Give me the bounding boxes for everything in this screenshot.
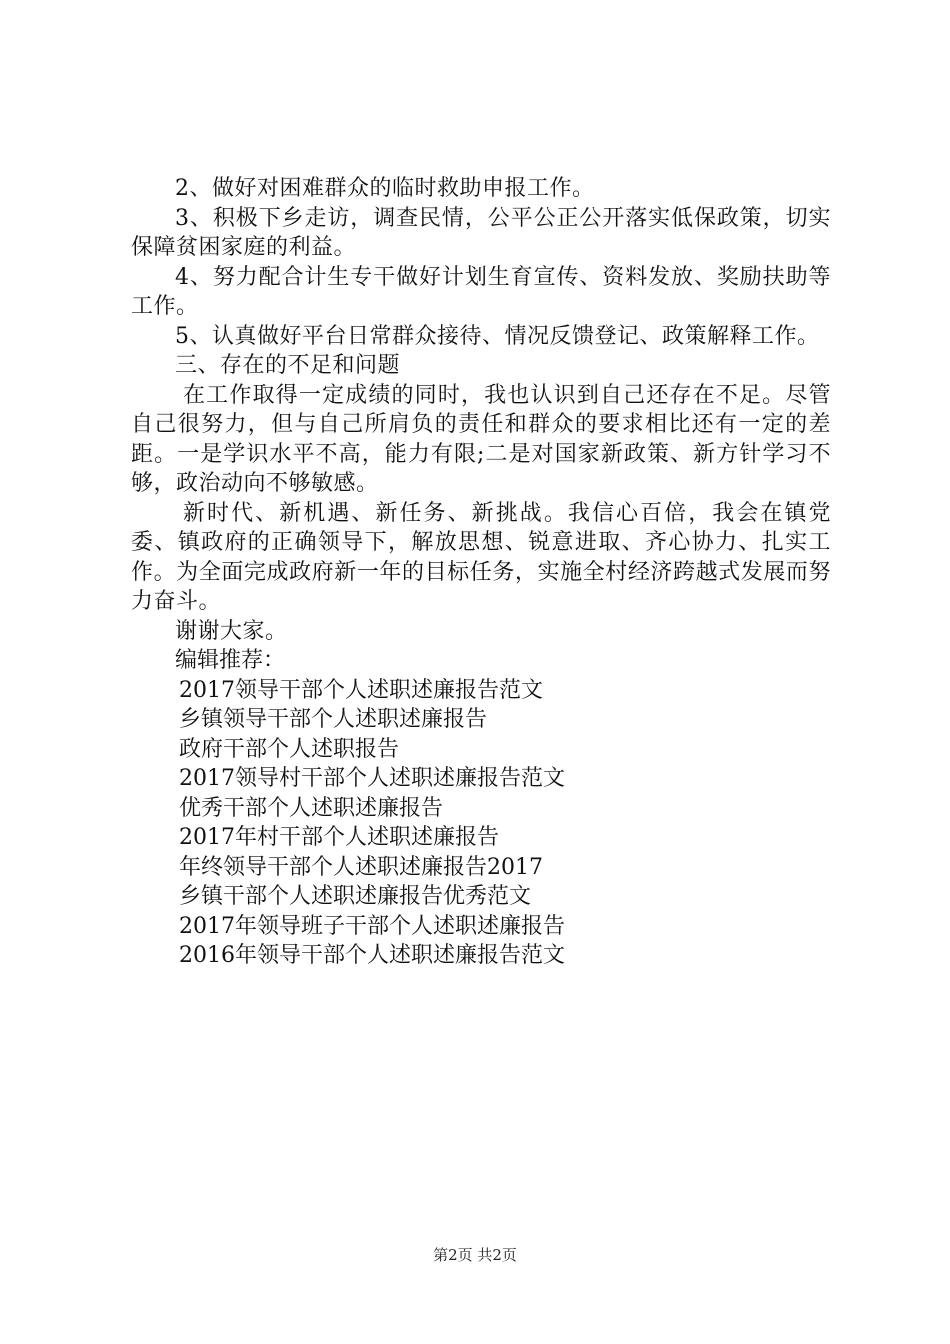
paragraph-shortcomings: 在工作取得一定成绩的同时，我也认识到自己还存在不足。尽管自己很努力，但与自己所肩负的责任和群众的要求相比还有一定的差距。一是学识水平不高，能力有限;二是对国家新政策、新方针学习不够，政治动向不够敏感。 [131,382,831,496]
paragraph-item-4: 4、努力配合计生专干做好计划生育宣传、资料发放、奖励扶助等工作。 [131,264,831,319]
paragraph-item-2: 2、做好对困难群众的临时救助申报工作。 [175,176,595,201]
document-body [131,174,831,971]
recommendation-link[interactable]: 2016年领导干部个人述职述廉报告范文 [179,943,565,968]
recommendation-link[interactable]: 优秀干部个人述职述廉报告 [179,795,444,821]
page-footer: 第2页 共2页 [433,1246,517,1264]
recommendation-link[interactable]: 2017领导干部个人述职述廉报告范文 [179,677,543,703]
recommendation-link[interactable]: 年终领导干部个人述职述廉报告2017 [179,854,543,880]
recommendation-link[interactable]: 乡镇领导干部个人述职述廉报告 [179,707,488,732]
recommendations-title: 编辑推荐： [175,648,286,673]
recommendation-link[interactable]: 政府干部个人述职报告 [179,736,400,762]
recommendation-link[interactable]: 2017年领导班子干部个人述职述廉报告 [179,913,565,939]
recommendation-link[interactable]: 乡镇干部个人述职述廉报告优秀范文 [179,884,532,909]
section-heading-problems: 三、存在的不足和问题 [175,353,401,378]
paragraph-item-3: 3、积极下乡走访，调查民情，公平公正公开落实低保政策，切实保障贫困家庭的利益。 [131,205,831,260]
paragraph-thanks: 谢谢大家。 [175,618,288,644]
recommendations-list [131,676,831,971]
recommendation-link[interactable]: 2017领导村干部个人述职述廉报告范文 [179,766,565,791]
paragraph-item-5: 5、认真做好平台日常群众接待、情况反馈登记、政策解释工作。 [175,323,820,349]
paragraph-outlook: 新时代、新机遇、新任务、新挑战。我信心百倍，我会在镇党委、镇政府的正确领导下，解放思想、锐意进取、齐心协力、扎实工作。为全面完成政府新一年的目标任务，实施全村经济跨越式发展而努力奋斗。 [131,500,831,614]
recommendation-link[interactable]: 2017年村干部个人述职述廉报告 [179,825,499,850]
